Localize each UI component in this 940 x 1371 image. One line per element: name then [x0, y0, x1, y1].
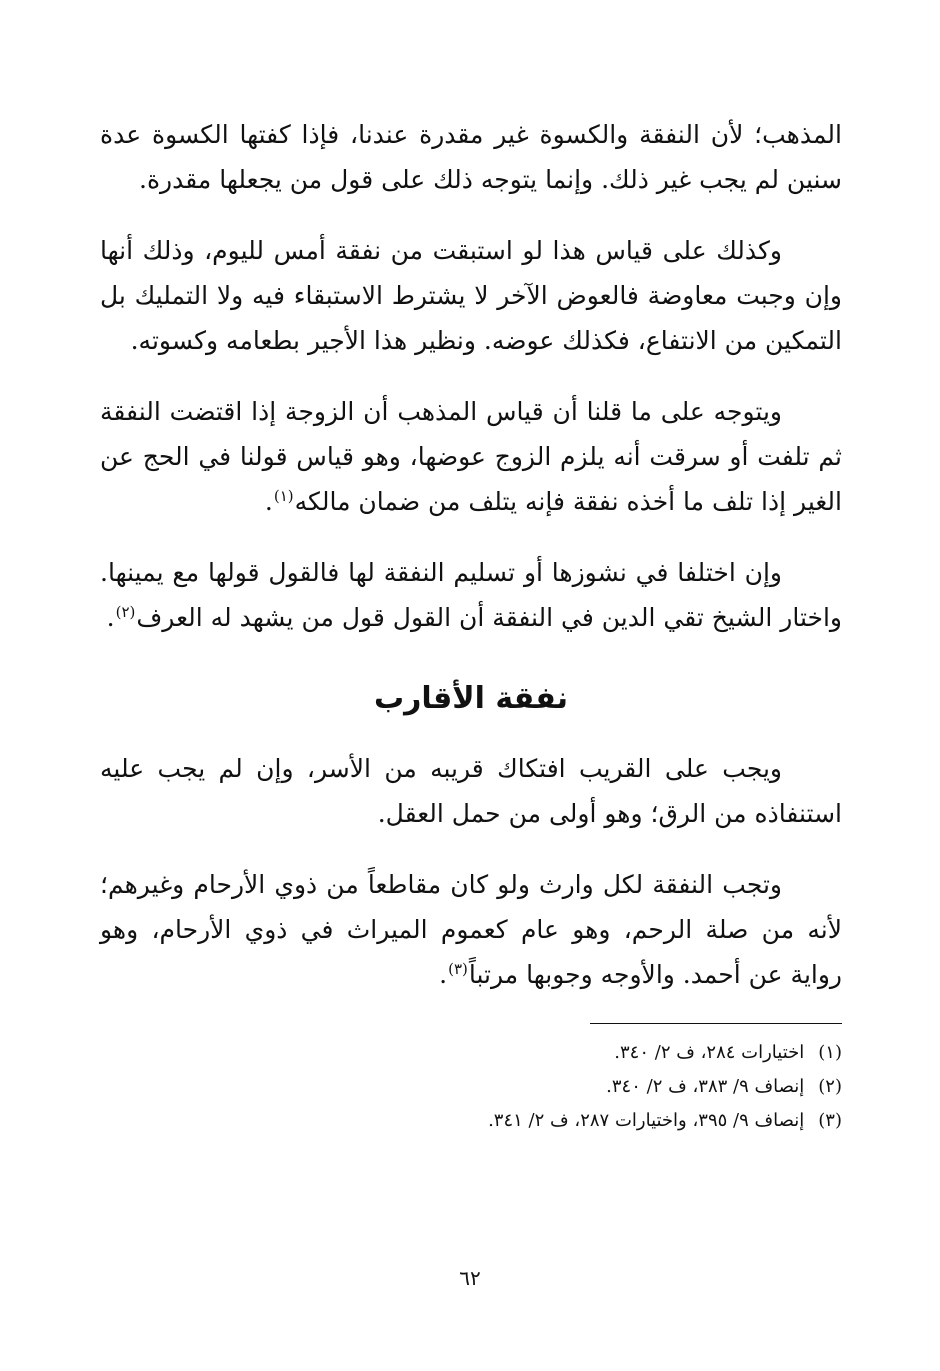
paragraph-2: [100, 228, 842, 363]
paragraph-5: [100, 746, 842, 836]
footnote-3: [100, 1104, 842, 1138]
footnotes: [100, 1036, 842, 1138]
paragraph-4-text: وإن اختلفا في نشوزها أو تسليم النفقة لها فالقول قولها مع يمينها. واختار الشيخ تقي الدين في النفقة أن القول قول من يشهد له العرف: [100, 558, 842, 632]
footnote-divider: [590, 1023, 842, 1024]
footnote-ref-1[interactable]: (١): [273, 487, 294, 505]
paragraph-4: [100, 550, 842, 640]
paragraph-3: [100, 389, 842, 524]
paragraph-2-text: وكذلك على قياس هذا لو استبقت من نفقة أمس لليوم، وذلك أنها وإن وجبت معاوضة فالعوض الآخر لا يشترط الاستبقاء فيه ولا التمليك بل التمكين من الانتفاع، فكذلك عوضه. ونظير هذا الأجير بطعامه وكسوته.: [100, 236, 842, 355]
paragraph-6-text: وتجب النفقة لكل وارث ولو كان مقاطعاً من ذوي الأرحام وغيرهم؛ لأنه من صلة الرحم، وهو عام كعموم الميراث في ذوي الأرحام، وهو رواية عن أحمد. والأوجه وجوبها مرتباً: [100, 870, 842, 989]
paragraph-3-text: ويتوجه على ما قلنا أن قياس المذهب أن الزوجة إذا اقتضت النفقة ثم تلفت أو سرقت أنه يلزم الزوج عوضها، وهو قياس قولنا في الحج عن الغير إذا تلف ما أخذه نفقة فإنه يتلف من ضمان مالكه: [100, 397, 842, 516]
footnote-text: إنصاف ٩/ ٣٩٥، واختيارات ٢٨٧، ف ٢/ ٣٤١.: [488, 1110, 805, 1131]
page-body: [100, 112, 842, 1138]
page-number: ٦٢: [459, 1266, 481, 1290]
paragraph-1: [100, 112, 842, 202]
paragraph-6-end: .: [439, 960, 448, 989]
footnote-text: إنصاف ٩/ ٣٨٣، ف ٢/ ٣٤٠.: [606, 1076, 805, 1097]
paragraph-4-end: .: [106, 603, 115, 632]
footnote-number: (٣): [818, 1110, 842, 1131]
footnote-ref-2[interactable]: (٢): [115, 603, 136, 621]
footnote-number: (٢): [818, 1076, 842, 1097]
footnote-ref-3[interactable]: (٣): [448, 960, 468, 978]
section-heading: نفقة الأقارب: [373, 681, 569, 716]
footnote-1: [100, 1036, 842, 1070]
footnote-2: [100, 1070, 842, 1104]
paragraph-3-end: .: [264, 487, 273, 516]
paragraph-5-text: ويجب على القريب افتكاك قريبه من الأسر، وإن لم يجب عليه استنفاذه من الرق؛ وهو أولى من حمل العقل.: [100, 754, 842, 828]
paragraph-6: [100, 862, 842, 997]
footnote-number: (١): [818, 1042, 842, 1063]
footnote-text: اختيارات ٢٨٤، ف ٢/ ٣٤٠.: [614, 1042, 805, 1063]
paragraph-1-text: المذهب؛ لأن النفقة والكسوة غير مقدرة عندنا، فإذا كفتها الكسوة عدة سنين لم يجب غير ذلك. وإنما يتوجه ذلك على قول من يجعلها مقدرة.: [100, 120, 842, 194]
